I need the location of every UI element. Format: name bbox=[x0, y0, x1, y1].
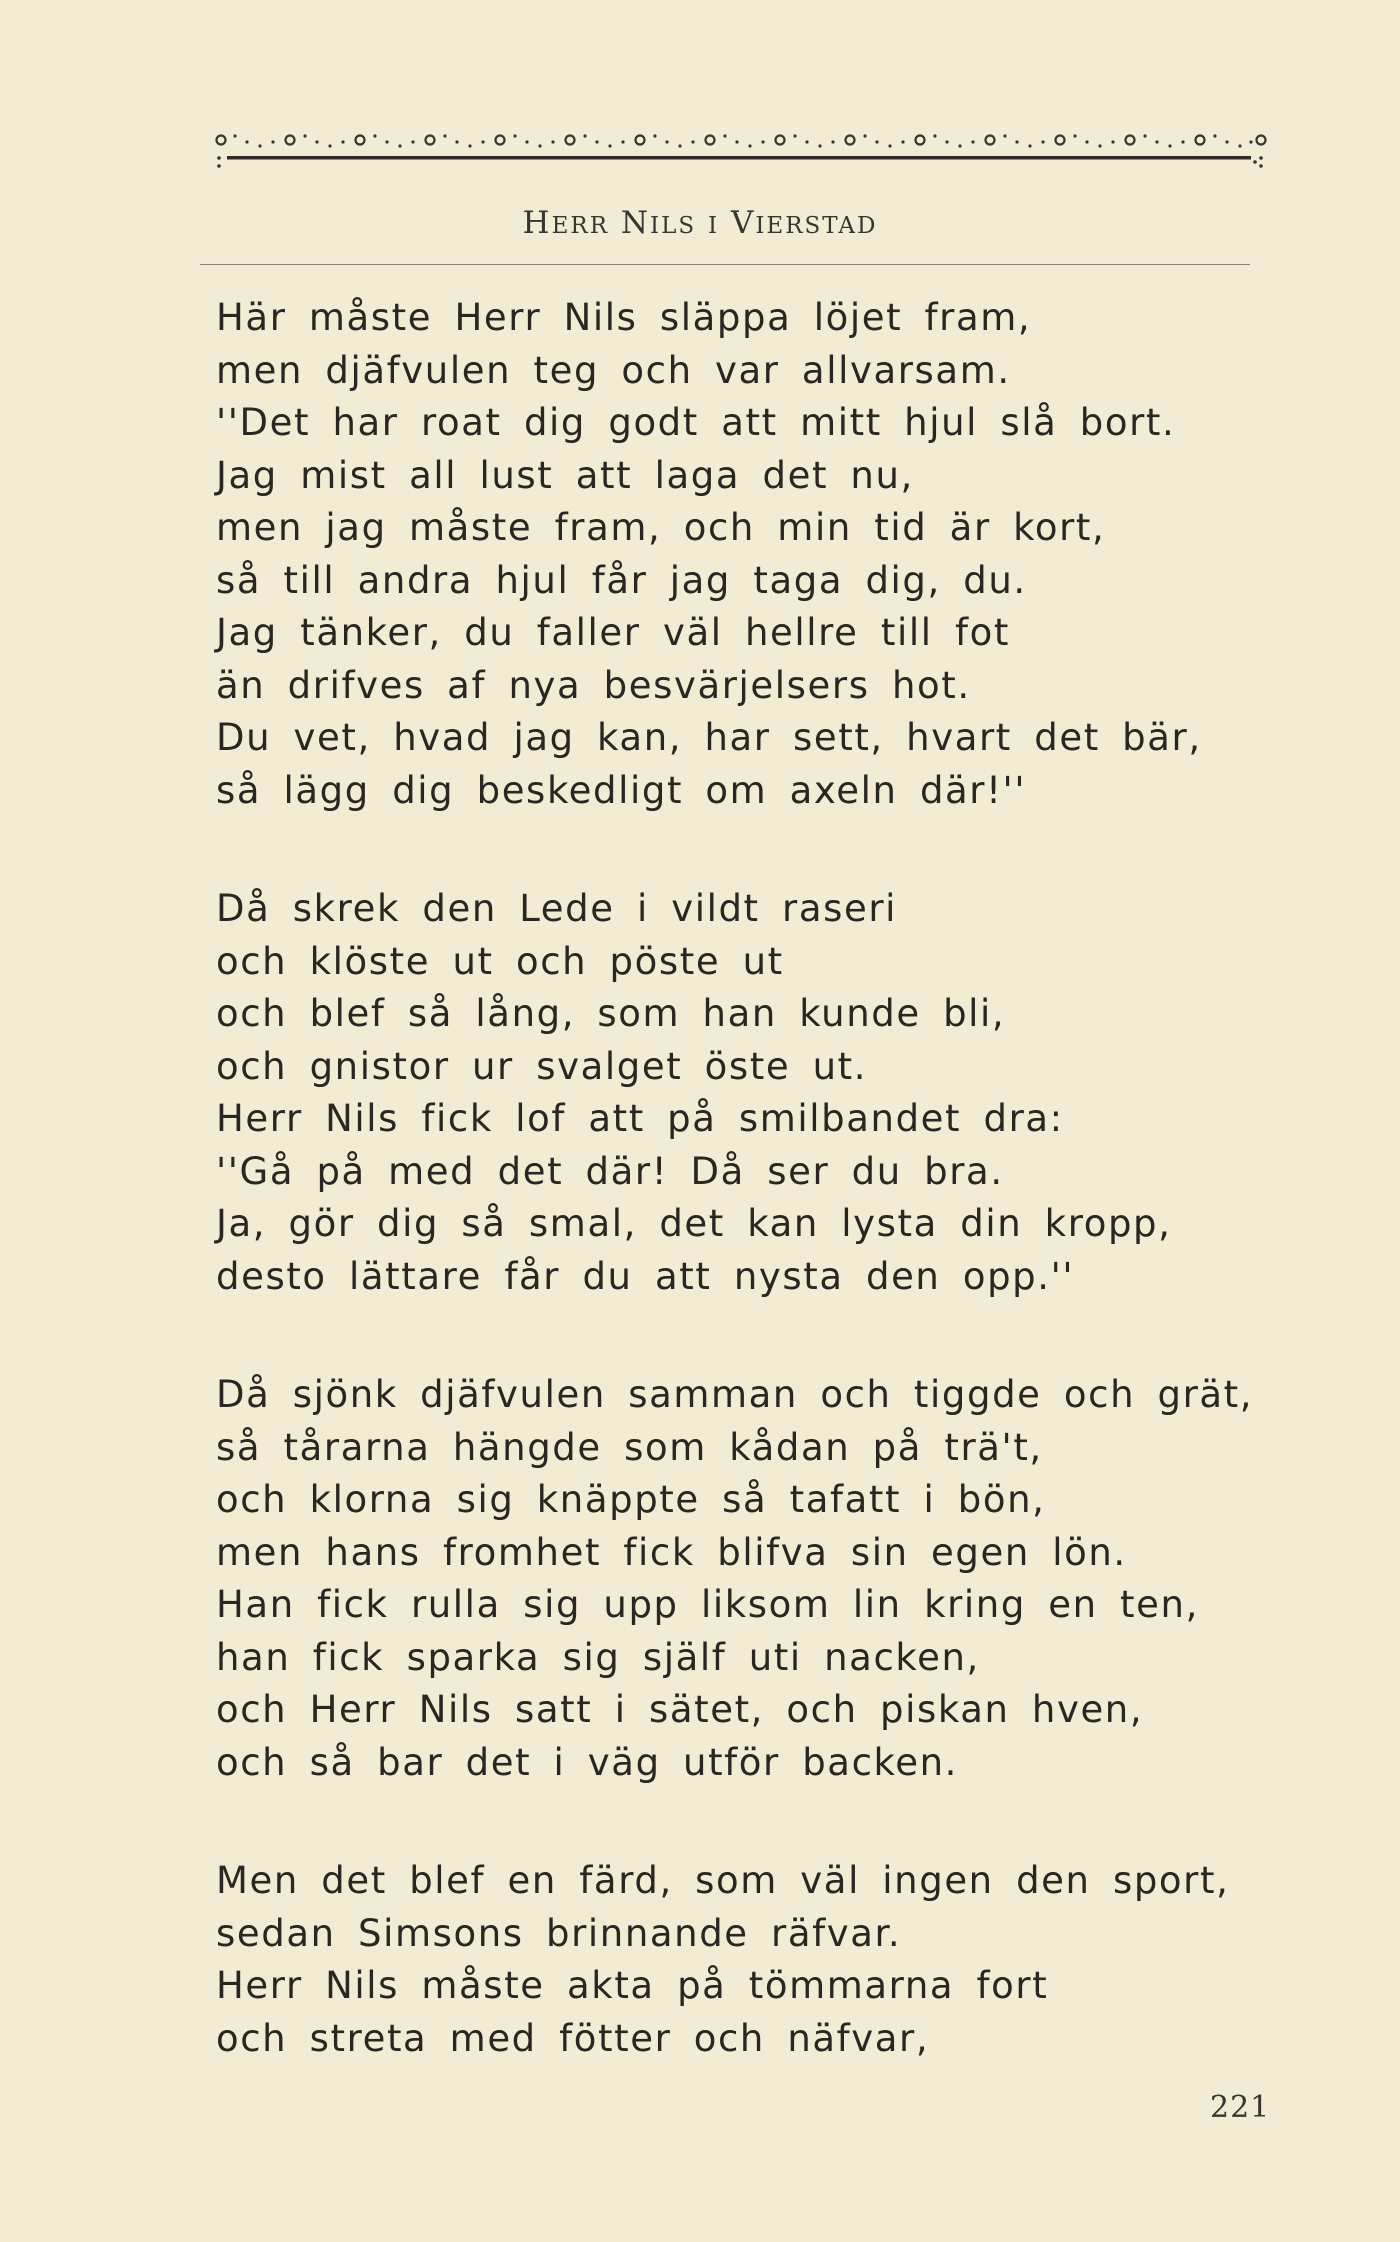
verse-line: Jag tänker, du faller väl hellre till fot bbox=[216, 611, 1010, 654]
verse-line: och Herr Nils satt i sätet, och piskan hven, bbox=[216, 1688, 1144, 1731]
verse-line: och så bar det i väg utför backen. bbox=[216, 1740, 958, 1784]
verse-line: Ja, gör dig så smal, det kan lysta din kropp, bbox=[216, 1202, 1172, 1245]
stanza-3 bbox=[216, 1369, 1296, 1789]
verse-line: Då sjönk djäfvulen samman och tiggde och grät, bbox=[216, 1373, 1254, 1416]
verse-line: men djäfvulen teg och var allvarsam. bbox=[216, 348, 1011, 392]
verse-line: Du vet, hvad jag kan, har sett, hvart det bär, bbox=[216, 716, 1202, 759]
verse-line: och streta med fötter och näfvar, bbox=[216, 2016, 930, 2060]
verse-line: han fick sparka sig själf uti nacken, bbox=[216, 1635, 980, 1679]
verse-line: och klöste ut och pöste ut bbox=[216, 939, 784, 983]
verse-line: desto lättare får du att nysta den opp.'' bbox=[216, 1254, 1075, 1298]
verse-line: Herr Nils måste akta på tömmarna fort bbox=[216, 1964, 1049, 2007]
verse-line: än drifves af nya besvärjelsers hot. bbox=[216, 663, 971, 707]
header-rule bbox=[200, 264, 1250, 265]
verse-line: så lägg dig beskedligt om axeln där!'' bbox=[216, 768, 1027, 812]
poem-text bbox=[216, 292, 1296, 2065]
verse-line: och klorna sig knäppte så tafatt i bön, bbox=[216, 1478, 1046, 1521]
ornament-border bbox=[215, 118, 1267, 190]
verse-line: Men det blef en färd, som väl ingen den sport, bbox=[216, 1859, 1230, 1902]
verse-line: ''Gå på med det där! Då ser du bra. bbox=[216, 1149, 1004, 1193]
verse-line: Herr Nils fick lof att på smilbandet dra: bbox=[216, 1097, 1064, 1140]
stanza-1 bbox=[216, 292, 1296, 817]
verse-line: Han fick rulla sig upp liksom lin kring en ten, bbox=[216, 1583, 1199, 1626]
verse-line: och blef så lång, som han kunde bli, bbox=[216, 992, 1006, 1035]
verse-line: Jag mist all lust att laga det nu, bbox=[216, 453, 914, 497]
verse-line: men hans fromhet fick blifva sin egen lön. bbox=[216, 1530, 1127, 1574]
running-title: HERR NILS I VIERSTAD bbox=[522, 205, 878, 241]
verse-line: Här måste Herr Nils släppa löjet fram, bbox=[216, 296, 1032, 339]
verse-line: men jag måste fram, och min tid är kort, bbox=[216, 506, 1106, 549]
verse-line: så tårarna hängde som kådan på trä't, bbox=[216, 1425, 1043, 1469]
verse-line: Då skrek den Lede i vildt raseri bbox=[216, 887, 898, 930]
verse-line: och gnistor ur svalget öste ut. bbox=[216, 1044, 868, 1088]
stanza-4 bbox=[216, 1855, 1296, 2065]
running-head bbox=[0, 205, 1400, 241]
verse-line: sedan Simsons brinnande räfvar. bbox=[216, 1911, 902, 1955]
stanza-2 bbox=[216, 883, 1296, 1303]
page-number: 221 bbox=[1210, 2090, 1271, 2125]
verse-line: så till andra hjul får jag taga dig, du. bbox=[216, 558, 1027, 602]
verse-line: ''Det har roat dig godt att mitt hjul slå bort. bbox=[216, 401, 1176, 444]
